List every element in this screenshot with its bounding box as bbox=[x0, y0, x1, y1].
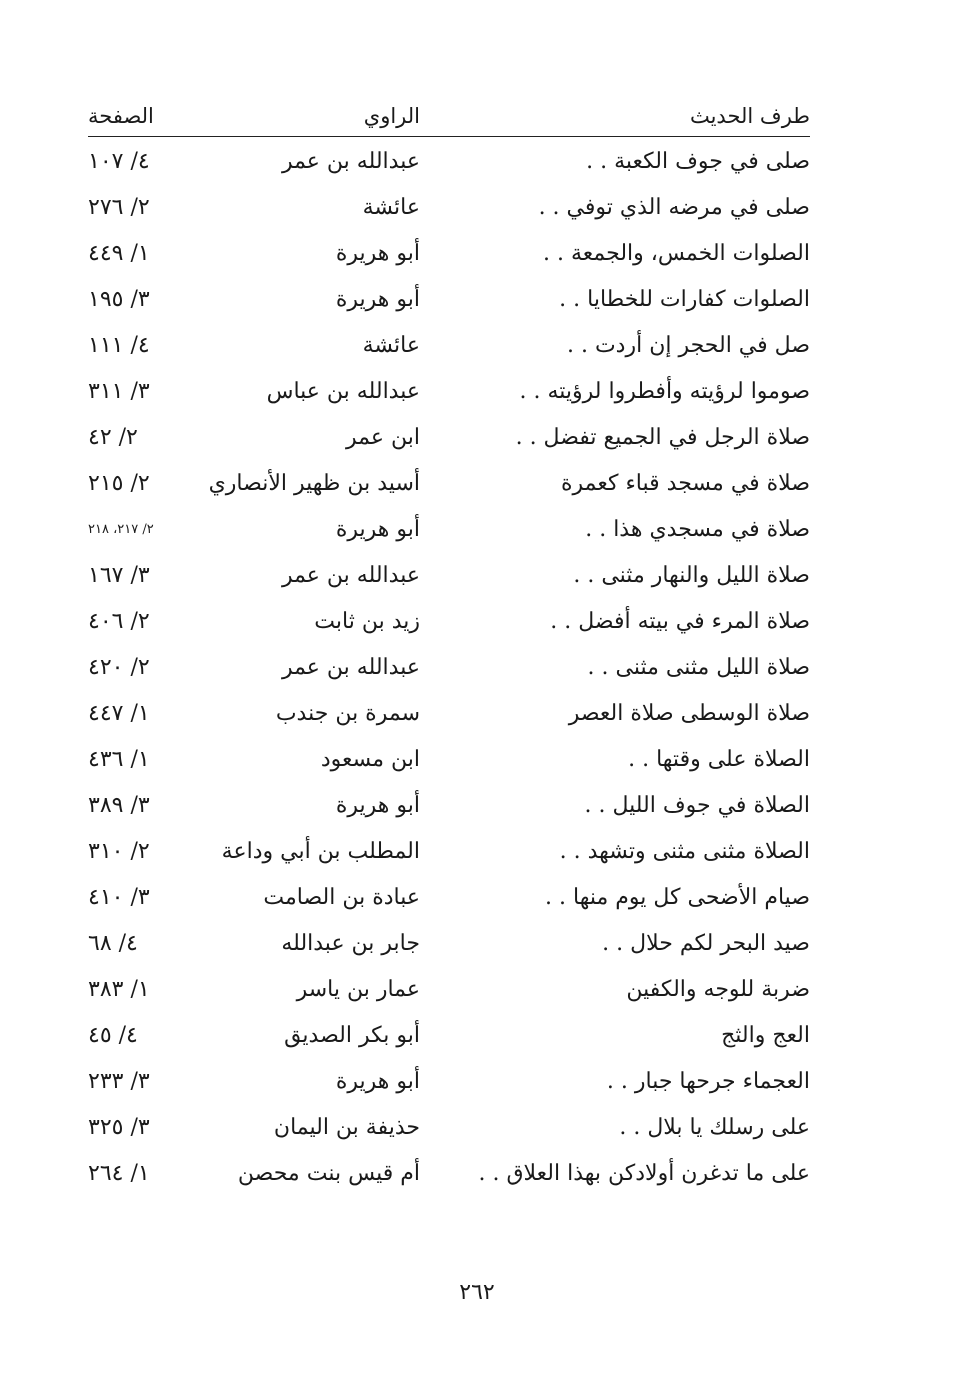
hadith-cell: العجماء جرحها جبار . . bbox=[606, 1069, 810, 1094]
narrator-cell: أبو هريرة bbox=[335, 287, 420, 312]
narrator-cell: عائشة bbox=[362, 333, 420, 358]
page-cell: ٣/ ١٦٧ bbox=[88, 563, 150, 588]
page-number: ٢٦٢ bbox=[459, 1280, 495, 1305]
hadith-cell: ضربة للوجه والكفين bbox=[626, 977, 810, 1002]
page-cell: ٣/ ٤١٠ bbox=[88, 885, 150, 910]
hadith-cell: صوموا لرؤيته وأفطروا لرؤيته . . bbox=[519, 379, 810, 404]
table-row bbox=[88, 921, 810, 967]
narrator-cell: عمار بن ياسر bbox=[296, 977, 420, 1002]
narrator-cell: جابر بن عبدالله bbox=[281, 931, 420, 956]
table-row bbox=[88, 415, 810, 461]
hadith-cell: صيد البحر لكم حلال . . bbox=[602, 931, 810, 956]
narrator-cell: حذيفة بن اليمان bbox=[273, 1115, 420, 1140]
table-row bbox=[88, 507, 810, 553]
hadith-cell: الصلاة في جوف الليل . . bbox=[584, 793, 810, 818]
hadith-cell: صلاة في مسجد قباء كعمرة bbox=[561, 471, 810, 496]
table-row bbox=[88, 185, 810, 231]
page-cell: ٤/ ٦٨ bbox=[88, 931, 138, 956]
narrator-cell: عبدالله بن عمر bbox=[281, 655, 420, 680]
hadith-cell: صلى في مرضه الذي توفي . . bbox=[538, 195, 810, 220]
page-cell: ١/ ٤٤٩ bbox=[88, 241, 150, 266]
hadith-cell: على ما تدغرن أولادكن بهذا العلاق . . bbox=[478, 1161, 810, 1186]
page-cell: ٢/ ٢٧٦ bbox=[88, 195, 150, 220]
table-row bbox=[88, 1105, 810, 1151]
narrator-cell: عبادة بن الصامت bbox=[263, 885, 420, 910]
hadith-cell: صل في الحجر إن أردت . . bbox=[566, 333, 810, 358]
page-cell: ٣/ ١٩٥ bbox=[88, 287, 150, 312]
narrator-cell: أبو هريرة bbox=[335, 241, 420, 266]
table-row bbox=[88, 1059, 810, 1105]
page-cell: ٣/ ٣١١ bbox=[88, 379, 150, 404]
narrator-cell: عبدالله بن عباس bbox=[266, 379, 420, 404]
hadith-cell: الصلاة مثنى مثنى وتشهد . . bbox=[559, 839, 810, 864]
table-row bbox=[88, 369, 810, 415]
hadith-cell: على رسلك يا بلال . . bbox=[619, 1115, 810, 1140]
hadith-cell: الصلاة على وقتها . . bbox=[628, 747, 810, 772]
table-row bbox=[88, 967, 810, 1013]
table-row bbox=[88, 737, 810, 783]
hadith-cell: صلاة في مسجدي هذا . . bbox=[585, 517, 810, 542]
narrator-cell: أبو هريرة bbox=[335, 1069, 420, 1094]
page-cell: ٤/ ١١١ bbox=[88, 333, 150, 358]
table-row bbox=[88, 1013, 810, 1059]
hadith-cell: صيام الأضحى كل يوم منها . . bbox=[545, 885, 810, 910]
table-header bbox=[88, 96, 810, 137]
hadith-cell: صلاة الليل والنهار مثنى . . bbox=[573, 563, 810, 588]
table-row bbox=[88, 231, 810, 277]
narrator-cell: سمرة بن جندب bbox=[275, 701, 420, 726]
hadith-cell: صلاة الوسطى صلاة العصر bbox=[568, 701, 810, 726]
table-row bbox=[88, 461, 810, 507]
page-cell: ٢/ ٢١٧، ٢١٨ bbox=[88, 522, 154, 537]
hadith-cell: صلاة المرء في بيته أفضل . . bbox=[550, 609, 810, 634]
table-row bbox=[88, 691, 810, 737]
hadith-index-table bbox=[88, 96, 810, 1197]
narrator-cell: عبدالله بن عمر bbox=[281, 149, 420, 174]
header-page: الصفحة bbox=[88, 104, 154, 128]
page-cell: ٢/ ٤٠٦ bbox=[88, 609, 150, 634]
narrator-cell: أم قيس بنت محصن bbox=[237, 1161, 420, 1186]
table-body bbox=[88, 139, 810, 1197]
hadith-cell: العج والثج bbox=[721, 1023, 810, 1048]
table-row bbox=[88, 783, 810, 829]
hadith-cell: صلاة الرجل في الجميع تفضل . . bbox=[515, 425, 810, 450]
table-row bbox=[88, 277, 810, 323]
page-cell: ٢/ ٣١٠ bbox=[88, 839, 150, 864]
hadith-cell: صلاة الليل مثنى مثنى . . bbox=[587, 655, 810, 680]
narrator-cell: ابن عمر bbox=[346, 425, 420, 450]
page-cell: ١/ ٢٦٤ bbox=[88, 1161, 150, 1186]
narrator-cell: المطلب بن أبي وداعة bbox=[221, 839, 420, 864]
narrator-cell: أبو بكر الصديق bbox=[284, 1023, 420, 1048]
header-hadith: طرف الحديث bbox=[689, 104, 810, 128]
page-cell: ١/ ٤٤٧ bbox=[88, 701, 150, 726]
table-row bbox=[88, 599, 810, 645]
narrator-cell: أسيد بن ظهير الأنصاري bbox=[208, 471, 420, 496]
page-cell: ١/ ٤٣٦ bbox=[88, 747, 150, 772]
page-cell: ٢/ ٢١٥ bbox=[88, 471, 150, 496]
hadith-cell: الصلوات كفارات للخطايا . . bbox=[559, 287, 810, 312]
narrator-cell: أبو هريرة bbox=[335, 517, 420, 542]
narrator-cell: عبدالله بن عمر bbox=[281, 563, 420, 588]
page-cell: ١/ ٣٨٣ bbox=[88, 977, 150, 1002]
page-cell: ٤/ ٤٥ bbox=[88, 1023, 138, 1048]
page-cell: ٢/ ٤٢ bbox=[88, 425, 138, 450]
hadith-cell: صلى في جوف الكعبة . . bbox=[586, 149, 810, 174]
page-cell: ٣/ ٣٨٩ bbox=[88, 793, 150, 818]
header-narrator: الراوي bbox=[363, 104, 420, 128]
page-cell: ٣/ ٢٣٣ bbox=[88, 1069, 150, 1094]
page-cell: ٤/ ١٠٧ bbox=[88, 149, 150, 174]
table-row bbox=[88, 553, 810, 599]
hadith-cell: الصلوات الخمس، والجمعة . . bbox=[543, 241, 810, 266]
narrator-cell: زيد بن ثابت bbox=[314, 609, 420, 634]
table-row bbox=[88, 875, 810, 921]
table-row bbox=[88, 645, 810, 691]
page-cell: ٢/ ٤٢٠ bbox=[88, 655, 150, 680]
table-row bbox=[88, 1151, 810, 1197]
table-row bbox=[88, 323, 810, 369]
table-row bbox=[88, 139, 810, 185]
page-cell: ٣/ ٣٢٥ bbox=[88, 1115, 150, 1140]
narrator-cell: أبو هريرة bbox=[335, 793, 420, 818]
narrator-cell: عائشة bbox=[362, 195, 420, 220]
table-row bbox=[88, 829, 810, 875]
narrator-cell: ابن مسعود bbox=[320, 747, 420, 772]
